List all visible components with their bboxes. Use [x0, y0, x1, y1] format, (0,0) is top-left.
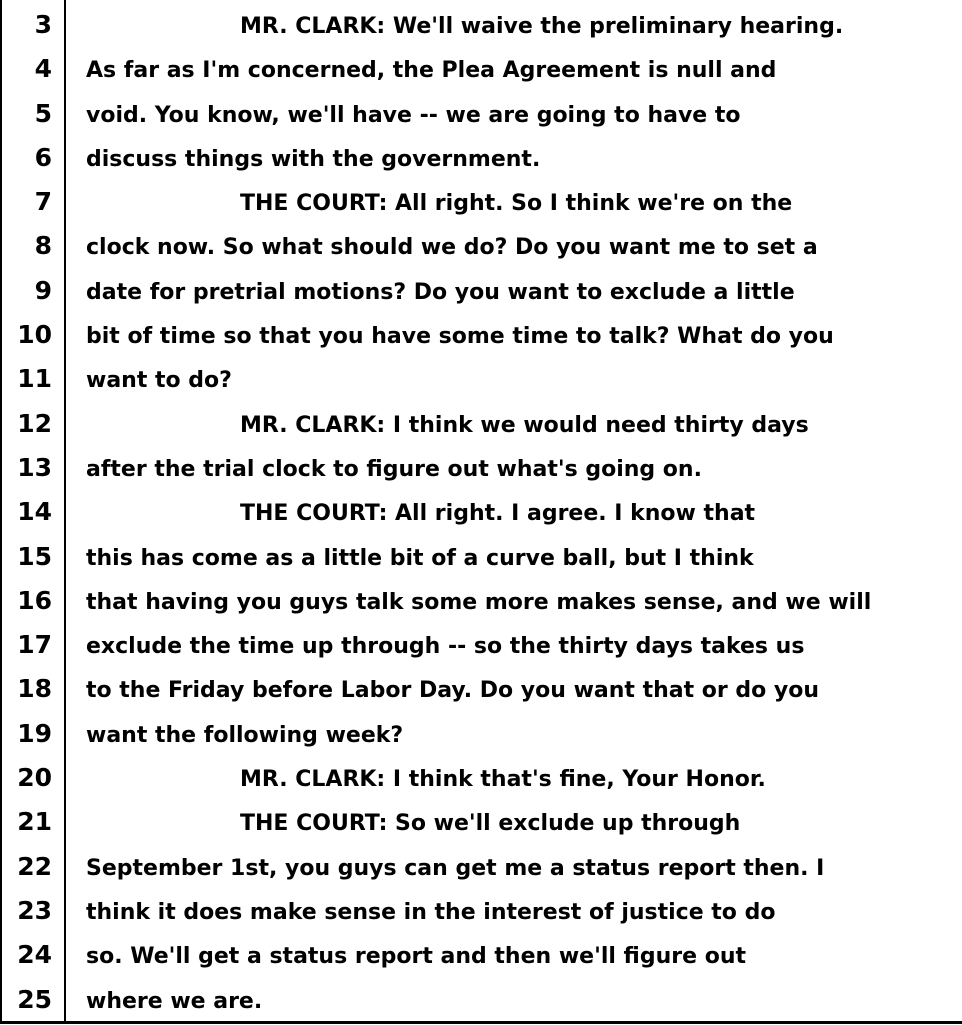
line-number: 21: [17, 807, 52, 837]
line-number: 11: [17, 364, 52, 394]
line-number: 13: [17, 452, 52, 482]
transcript-line: [0, 981, 962, 1025]
line-text: think it does make sense in the interest of justice to do: [86, 899, 776, 925]
transcript-line: [0, 759, 962, 803]
transcript-line: [0, 449, 962, 493]
line-text: discuss things with the government.: [86, 146, 541, 172]
line-text: after the trial clock to figure out what's going on.: [86, 456, 702, 482]
line-number: 12: [17, 408, 52, 438]
line-text: MR. CLARK: I think we would need thirty days: [240, 412, 809, 438]
transcript-line: [0, 538, 962, 582]
line-text: MR. CLARK: We'll waive the preliminary hearing.: [240, 14, 844, 39]
transcript-line: [0, 227, 962, 271]
line-number: 15: [17, 541, 52, 571]
line-number: 17: [17, 630, 52, 660]
line-text: date for pretrial motions? Do you want to exclude a little: [86, 279, 795, 305]
transcript-line: [0, 360, 962, 404]
line-number: 10: [17, 320, 52, 350]
line-number: 4: [34, 54, 52, 84]
line-text: this has come as a little bit of a curve ball, but I think: [86, 545, 754, 571]
line-text: MR. CLARK: I think that's fine, Your Honor.: [240, 767, 766, 793]
line-text: that having you guys talk some more makes sense, and we will: [86, 589, 872, 615]
line-text: want to do?: [86, 368, 232, 394]
line-text: As far as I'm concerned, the Plea Agreement is null and: [86, 58, 777, 84]
line-number: 14: [17, 497, 52, 527]
line-text: bit of time so that you have some time to talk? What do you: [86, 324, 834, 350]
line-number: 6: [34, 142, 52, 172]
line-text: void. You know, we'll have -- we are going to have to: [86, 102, 741, 128]
line-text: THE COURT: So we'll exclude up through: [240, 811, 741, 837]
transcript-line: [0, 936, 962, 980]
line-number: 16: [17, 585, 52, 615]
line-number: 24: [17, 940, 52, 970]
transcript-line: [0, 6, 962, 50]
line-text: to the Friday before Labor Day. Do you want that or do you: [86, 678, 820, 704]
line-text: THE COURT: All right. So I think we're on the: [240, 191, 793, 217]
transcript-line: [0, 272, 962, 316]
line-text: clock now. So what should we do? Do you want me to set a: [86, 235, 818, 261]
transcript-line: [0, 316, 962, 360]
transcript-line: [0, 803, 962, 847]
line-number: 5: [34, 98, 52, 128]
line-number: 3: [34, 10, 52, 39]
line-number: 25: [17, 984, 52, 1014]
transcript-line: [0, 405, 962, 449]
transcript-line: [0, 848, 962, 892]
line-number: 18: [17, 674, 52, 704]
line-number: 22: [17, 851, 52, 881]
transcript-line: [0, 670, 962, 714]
transcript-line: [0, 183, 962, 227]
transcript-line: [0, 892, 962, 936]
transcript-line: [0, 95, 962, 139]
line-number: 8: [34, 231, 52, 261]
transcript-line: [0, 626, 962, 670]
transcript-lines: [0, 6, 962, 1025]
transcript-line: [0, 715, 962, 759]
line-text: exclude the time up through -- so the thirty days takes us: [86, 634, 805, 660]
line-number: 9: [34, 275, 52, 305]
transcript-line: [0, 582, 962, 626]
transcript-line: [0, 139, 962, 183]
line-text: want the following week?: [86, 722, 404, 748]
transcript-line: [0, 50, 962, 94]
line-number: 7: [34, 187, 52, 217]
line-text: so. We'll get a status report and then we'll figure out: [86, 944, 746, 970]
line-text: September 1st, you guys can get me a status report then. I: [86, 855, 825, 881]
line-number: 23: [17, 895, 52, 925]
line-number: 20: [17, 763, 52, 793]
transcript-line: [0, 493, 962, 537]
line-text: THE COURT: All right. I agree. I know that: [240, 501, 756, 527]
line-text: where we are.: [86, 988, 263, 1014]
line-number: 19: [17, 718, 52, 748]
